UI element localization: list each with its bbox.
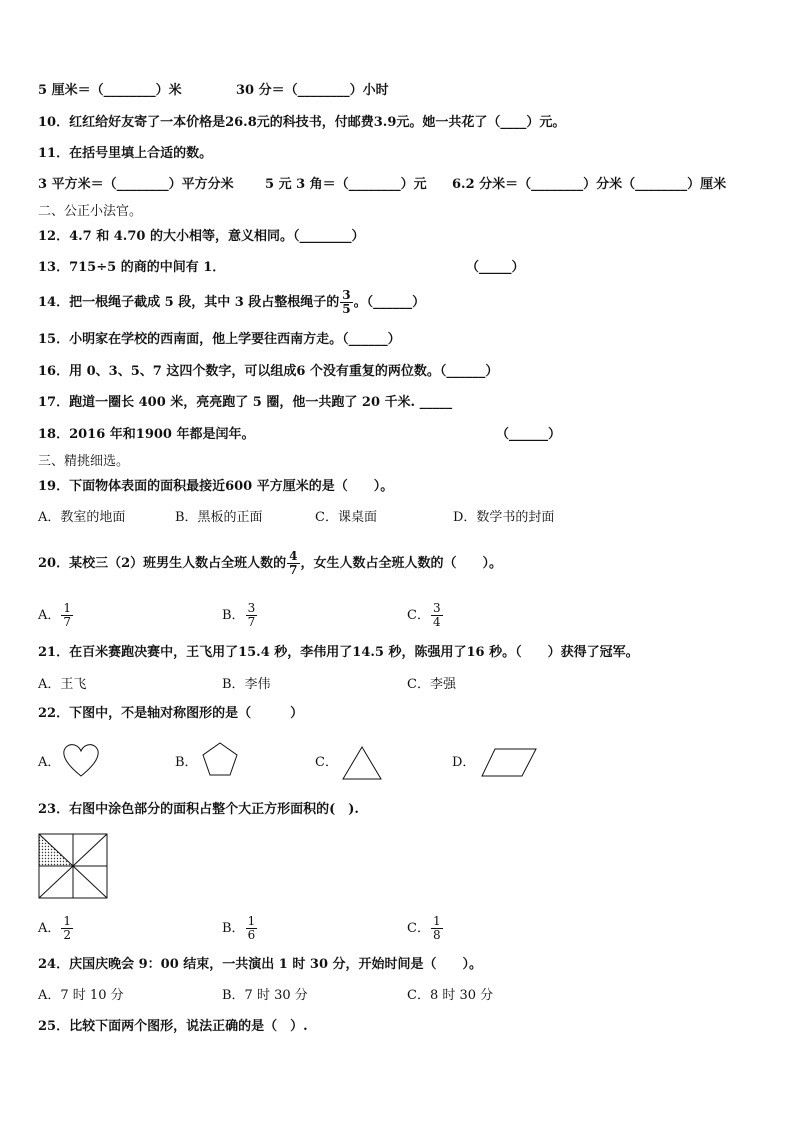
question-15: 15．小明家在学校的西南面，他上学要往西南方走。（______）: [38, 332, 401, 347]
option-label: B．: [222, 921, 245, 936]
q22-option-d-label: D．: [452, 755, 476, 770]
fraction-denominator: 5: [342, 302, 351, 316]
fraction-denominator: 2: [63, 928, 72, 942]
q19-option-a: A．教室的地面: [38, 510, 126, 525]
question-10: 10．红红给好友寄了一本价格是26.8元的科技书，付邮费3.9元。她一共花了（____）元。: [38, 115, 566, 130]
option-fraction: [61, 915, 73, 942]
fraction-denominator: 7: [289, 563, 298, 577]
question-20-text: 20．某校三（2）班男生人数占全班人数的: [38, 556, 287, 571]
fraction-numerator: 1: [63, 914, 72, 928]
q23-option-c: [407, 912, 444, 946]
q24-option-b: B．7 时 30 分: [222, 988, 308, 1003]
parallelogram-shape: [481, 748, 537, 778]
option-fraction: [246, 915, 258, 942]
q22-option-c-label: C．: [315, 755, 338, 770]
question-25: 25．比较下面两个图形，说法正确的是（ ）.: [38, 1019, 308, 1034]
q19-option-c: C．课桌面: [315, 510, 377, 525]
q23-option-a: [38, 912, 74, 946]
question-18-blank: （______）: [496, 427, 562, 442]
question-11: 11．在括号里填上合适的数。: [38, 146, 213, 161]
question-13: 13．715÷5 的商的中间有 1．: [38, 260, 226, 275]
question-24: 24．庆国庆晚会 9：00 结束，一共演出 1 时 30 分，开始时间是（ ）。: [38, 957, 483, 972]
question-12: 12．4.7 和 4.70 的大小相等，意义相同。（________）: [38, 229, 365, 244]
option-label: C．: [407, 608, 430, 623]
question-23: 23．右图中涂色部分的面积占整个大正方形面积的( ).: [38, 802, 359, 817]
question-17: 17．跑道一圈长 400 米，亮亮跑了 5 圈，他一共跑了 20 千米. _____: [38, 395, 453, 410]
question-14: [38, 286, 425, 320]
fraction-denominator: 7: [63, 615, 72, 629]
question-20-text-end: ，女生人数占全班人数的（ ）。: [300, 556, 503, 571]
q20-option-b: [222, 599, 258, 633]
option-label: A．: [38, 608, 61, 623]
q22-option-b-label: B．: [175, 755, 198, 770]
fraction-denominator: 4: [432, 615, 441, 629]
triangle-shape: [342, 746, 382, 780]
fraction-numerator: 3: [432, 601, 441, 615]
fraction-numerator: 3: [247, 601, 256, 615]
option-fraction: [61, 602, 73, 629]
fraction-numerator: 3: [342, 288, 351, 302]
q22-option-a-label: A．: [38, 755, 61, 770]
q24-option-a: A．7 时 10 分: [38, 988, 124, 1003]
option-label: A．: [38, 921, 61, 936]
units-row-1-a: 5 厘米＝（________）米: [38, 83, 182, 98]
option-label: C．: [407, 921, 430, 936]
question-14-blank: 。（______）: [353, 295, 426, 310]
question-22: 22．下图中，不是轴对称图形的是（ ）: [38, 706, 304, 721]
fraction-numerator: 1: [63, 601, 72, 615]
q20-option-a: [38, 599, 74, 633]
units-row-1-b: 30 分＝（________）小时: [236, 83, 389, 98]
fraction-denominator: 6: [247, 928, 256, 942]
q21-option-a: A．王飞: [38, 677, 87, 692]
question-16: 16．用 0、3、5、7 这四个数字，可以组成6 个没有重复的两位数。（______）: [38, 364, 499, 379]
fraction-denominator: 7: [247, 615, 256, 629]
question-14-fraction: [340, 289, 352, 316]
question-14-text: 14．把一根绳子截成 5 段，其中 3 段占整根绳子的: [38, 295, 340, 310]
pentagon-shape: [202, 742, 238, 776]
q21-option-c: C．李强: [407, 677, 456, 692]
q20-option-c: [407, 599, 444, 633]
section-2-heading: 二、公正小法官。: [38, 204, 143, 219]
question-21: 21．在百米赛跑决赛中，王飞用了15.4 秒，李伟用了14.5 秒，陈强用了16 秒。（ ）获得了冠军。: [38, 645, 639, 660]
fraction-numerator: 4: [289, 549, 298, 563]
question-20-fraction: [287, 550, 299, 577]
q21-option-b: B．李伟: [222, 677, 271, 692]
units-row-2-a: 3 平方米＝（________）平方分米: [38, 177, 234, 192]
units-row-2-c: 6.2 分米＝（________）分米（________）厘米: [452, 177, 727, 192]
fraction-numerator: 1: [432, 914, 441, 928]
question-20: [38, 547, 502, 581]
option-label: B．: [222, 608, 245, 623]
question-18: 18．2016 年和1900 年都是闰年。: [38, 427, 255, 442]
square-division-figure: [38, 833, 108, 899]
q19-option-b: B．黑板的正面: [175, 510, 263, 525]
q24-option-c: C．8 时 30 分: [407, 988, 494, 1003]
option-fraction: [431, 915, 443, 942]
option-fraction: [431, 602, 443, 629]
fraction-denominator: 8: [432, 928, 441, 942]
fraction-numerator: 1: [247, 914, 256, 928]
question-19: 19．下面物体表面的面积最接近600 平方厘米的是（ ）。: [38, 479, 394, 494]
q19-option-d: D．数学书的封面: [453, 510, 555, 525]
units-row-2-b: 5 元 3 角＝（________）元: [265, 177, 427, 192]
option-fraction: [246, 602, 258, 629]
section-3-heading: 三、精挑细选。: [38, 454, 130, 469]
q23-option-b: [222, 912, 258, 946]
question-13-blank: （_____）: [466, 260, 525, 275]
heart-shape: [62, 742, 100, 778]
